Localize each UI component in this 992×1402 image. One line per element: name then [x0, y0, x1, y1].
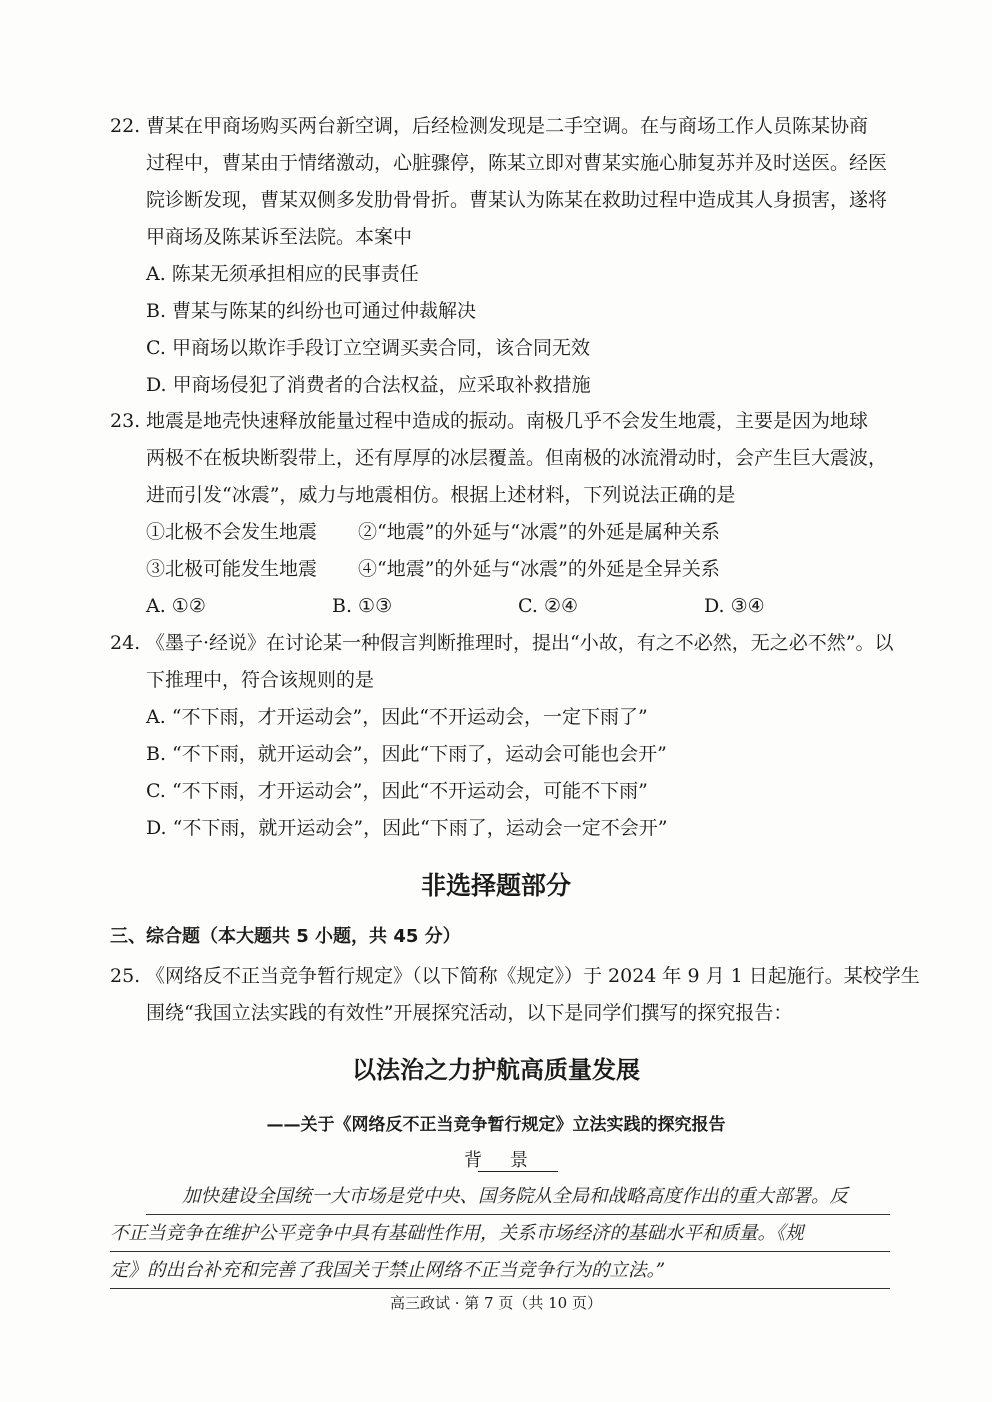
question-line: 院诊断发现，曹某双侧多发肋骨骨折。曹某认为陈某在救助过程中造成其人身损害，遂将 — [146, 189, 888, 211]
statement-2: ②“地震”的外延与“冰震”的外延是属种关系 — [358, 521, 720, 543]
statement-row — [110, 551, 890, 588]
question-line: 两极不在板块断裂带上，还有厚厚的冰层覆盖。但南极的冰流滑动时，会产生巨大震波， — [146, 447, 888, 469]
handwritten-line: 加快建设全国统一大市场是党中央、国务院从全局和战略高度作出的重大部署。反 — [146, 1178, 890, 1215]
option-a: A. ①② — [146, 595, 206, 617]
page-footer: 高三政试 · 第 7 页（共 10 页） — [389, 1294, 602, 1312]
background-heading: 背景 — [464, 1150, 556, 1171]
handwritten-line: 定》的出台补充和完善了我国关于禁止网络不正当竞争行为的立法。” — [110, 1252, 890, 1289]
question-line: 围绕“我国立法实践的有效性”开展探究活动，以下是同学们撰写的探究报告： — [146, 1002, 793, 1024]
part-heading: 三、综合题（本大题共 5 小题，共 45 分） — [110, 926, 461, 947]
statement-1: ①北极不会发生地震 — [146, 521, 318, 543]
question-line: 24. 《墨子·经说》在讨论某一种假言判断推理时，提出“小故，有之不必然，无之必不然”。以 — [110, 625, 890, 662]
question-number: 25. — [110, 965, 141, 987]
question-22 — [110, 108, 890, 404]
option-b: B. “不下雨，就开运动会”，因此“下雨了，运动会可能也会开” — [146, 743, 667, 765]
question-line: 下推理中，符合该规则的是 — [146, 669, 375, 691]
option-b: B. 曹某与陈某的纠纷也可通过仲裁解决 — [146, 300, 477, 322]
option-c: C. ②④ — [518, 595, 579, 617]
report-subtitle: ——关于《网络反不正当竞争暂行规定》立法实践的探究报告 — [266, 1115, 726, 1135]
question-line: 过程中，曹某由于情绪激动，心脏骤停，陈某立即对曹某实施心肺复苏并及时送医。经医 — [146, 152, 888, 174]
handwritten-line: 不正当竞争在维护公平竞争中具有基础性作用，关系市场经济的基础水平和质量。《规 — [110, 1215, 890, 1252]
statement-3: ③北极可能发生地震 — [146, 558, 318, 580]
option-a: A. “不下雨，才开运动会”，因此“不开运动会，一定下雨了” — [146, 706, 648, 728]
report-title: 以法治之力护航高质量发展 — [352, 1056, 640, 1084]
question-25 — [110, 958, 920, 1032]
question-line: 25. 《网络反不正当竞争暂行规定》（以下简称《规定》）于 2024 年 9 月 1 日起施行。某校学生 — [110, 958, 890, 995]
option-c: C. 甲商场以欺诈手段订立空调买卖合同，该合同无效 — [146, 337, 590, 359]
heading-underline — [478, 1171, 558, 1172]
question-line: 甲商场及陈某诉至法院。本案中 — [146, 226, 413, 248]
statement-row — [110, 514, 890, 551]
option-d: D. “不下雨，就开运动会”，因此“下雨了，运动会一定不会开” — [146, 817, 668, 839]
question-number: 22. — [110, 115, 141, 137]
question-line: 22. 曹某在甲商场购买两台新空调，后经检测发现是二手空调。在与商场工作人员陈某协商 — [110, 108, 890, 145]
option-c: C. “不下雨，才开运动会”，因此“不开运动会，可能不下雨” — [146, 780, 648, 802]
question-line: 进而引发“冰震”，威力与地震相仿。根据上述材料，下列说法正确的是 — [146, 484, 736, 506]
option-d: D. ③④ — [704, 595, 765, 617]
option-b: B. ①③ — [332, 595, 393, 617]
option-row — [110, 588, 890, 625]
question-number: 23. — [110, 410, 141, 432]
question-24 — [110, 625, 894, 847]
question-line: 23. 地震是地壳快速释放能量过程中造成的振动。南极几乎不会发生地震，主要是因为地球 — [110, 403, 890, 440]
option-d: D. 甲商场侵犯了消费者的合法权益，应采取补救措施 — [146, 374, 591, 396]
option-a: A. 陈某无须承担相应的民事责任 — [146, 263, 419, 285]
question-23 — [110, 403, 890, 625]
handwritten-background-text — [110, 1178, 890, 1289]
statement-4: ④“地震”的外延与“冰震”的外延是全异关系 — [358, 558, 720, 580]
section-title: 非选择题部分 — [420, 871, 571, 900]
question-number: 24. — [110, 632, 141, 654]
